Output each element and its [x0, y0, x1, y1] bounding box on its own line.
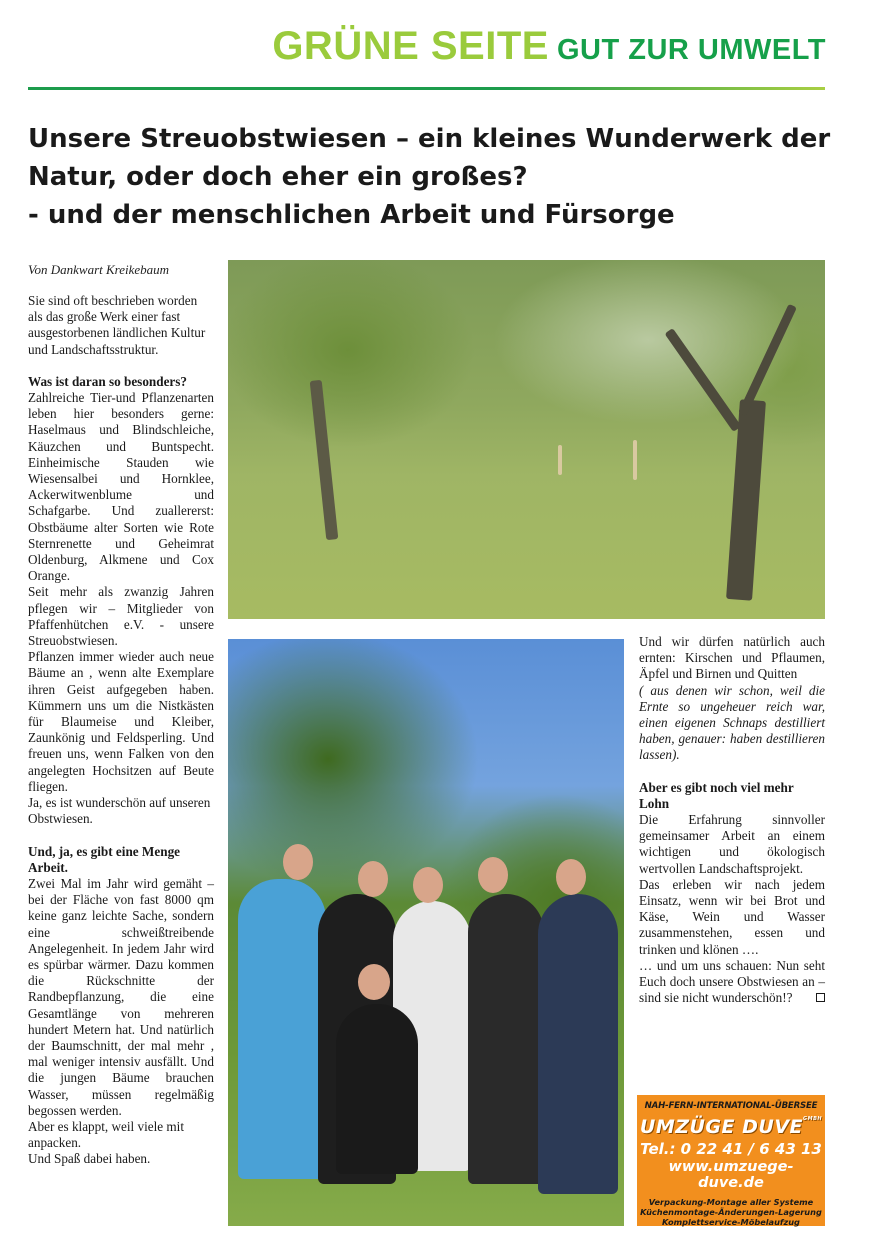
article-headline: [28, 120, 831, 234]
group-photo: [228, 639, 624, 1226]
ad-service-2: Küchenmontage-Änderungen-Lagerung: [640, 1207, 822, 1217]
paragraph-erleben: Das erleben wir nach jedem Einsatz, wenn wir bei Brot und Käse, Wein und Wasser zusammenstehen, essen und trinken und klönen ….: [639, 876, 825, 957]
paragraph-maehen: Zwei Mal im Jahr wird gemäht – bei der Fläche von fast 8000 qm keine ganz leichte Sache, sondern eine schweißtreibende Angelegenheit. In jedem Jahr wird es spürbar wärmer. Dazu kommen die Rückschnitte der Randbepflanzung, die eine Gesamtlänge von mehreren hundert Metern hat. Und natürlich der Baumschnitt, der mal mehr , mal weniger intensiv ausfällt. Und die jungen Bäume brauchen Wasser, müssen regelmäßig begossen werden.: [28, 875, 214, 1118]
intro-paragraph: Sie sind oft beschrieben worden als das große Werk einer fast ausgestorbenen ländlichen Kultur und Landschaftsstruktur.: [28, 293, 206, 357]
paragraph-pflanzen: Pflanzen immer wieder auch neue Bäume an , wenn alte Exemplare ihren Geist aufgegeben haben. Kümmern uns um die Nistkästen für Blaumeise und Kleiber, Zaunkönig und Feldsperling. Und freuen uns, wenn Falken von den angelegten Hochsitzen auf Beute fliegen.: [28, 649, 214, 794]
subheading-besonders: Was ist daran so besonders?: [28, 373, 188, 389]
section-title: GRÜNE SEITE: [272, 24, 549, 68]
ad-gmbh: GMBH: [803, 1116, 823, 1122]
paragraph-spass: Und Spaß dabei haben.: [28, 1151, 151, 1167]
paragraph-erfahrung: Die Erfahrung sinnvoller gemeinsamer Arbeit an einem wichtigen und ökologisch wertvollen Landschaftsprojekt.: [639, 812, 825, 876]
paragraph-wunderschoen: Ja, es ist wunderschön auf unseren Obstwiesen.: [28, 795, 211, 827]
ad-service-3: Komplettservice-Möbelaufzug: [662, 1217, 800, 1227]
headline-line-3: - und der menschlichen Arbeit und Fürsorge: [28, 200, 675, 230]
page-header: [220, 24, 826, 76]
paragraph-ernten: Und wir dürfen natürlich auch ernten: Kirschen und Pflaumen, Äpfel und Birnen und Quitten: [639, 634, 825, 682]
paragraph-pflegen: Seit mehr als zwanzig Jahren pflegen wir – Mitglieder von Pfaffenhütchen e.V. - unsere Streuobstwiesen.: [28, 584, 214, 649]
ad-phone: Tel.: 0 22 41 / 6 43 13: [640, 1140, 822, 1158]
paragraph-arten: Zahlreiche Tier-und Pflanzenarten leben hier besonders gerne: Haselmaus und Blindschleiche, Käuzchen und Buntspecht. Einheimische Stauden wie Wiesensalbei und Hornklee, Ackerwitwenblume und Schafgarbe. Und zuallererst: Obstbäume alter Sorten wie Rote Sternrenette und Geheimrat Oldenburg, Alkmene und Cox Orange.: [28, 390, 214, 584]
ad-tagline: NAH-FERN-INTERNATIONAL-ÜBERSEE: [644, 1101, 818, 1111]
header-divider: [28, 87, 825, 90]
subheading-lohn: Aber es gibt noch viel mehr Lohn: [639, 779, 794, 811]
subheading-arbeit: Und, ja, es gibt eine Menge Arbeit.: [28, 843, 181, 875]
paragraph-schnaps: ( aus denen wir schon, weil die Ernte so ungeheuer reich war, einen eigenen Schnaps destilliert haben, genauer: haben destillieren lassen).: [639, 682, 825, 763]
article-column-right: [639, 634, 825, 1006]
ad-website: www.umzuege-duve.de: [668, 1159, 794, 1191]
section-subtitle: GUT ZUR UMWELT: [556, 34, 826, 66]
byline: Von Dankwart Kreikebaum: [28, 262, 170, 277]
headline-line-2: Natur, oder doch eher ein großes?: [28, 162, 528, 192]
article-column-left: [28, 293, 214, 1168]
advertisement-umzuege-duve: [637, 1095, 825, 1226]
paragraph-klappt: Aber es klappt, weil viele mit anpacken.: [28, 1118, 185, 1151]
ad-company-name: UMZÜGE $DUVE^{GMBH}$: [639, 1116, 823, 1138]
end-mark-icon: [816, 993, 825, 1002]
orchard-photo: [228, 260, 825, 619]
ad-service-1: Verpackung-Montage aller Systeme: [648, 1197, 814, 1207]
paragraph-schauen: … und um uns schauen: Nun seht Euch doch unsere Obstwiesen an – sind sie nicht wunderschön!?: [639, 957, 825, 1006]
headline-line-1: Unsere Streuobstwiesen – ein kleines Wunderwerk der: [28, 124, 831, 154]
